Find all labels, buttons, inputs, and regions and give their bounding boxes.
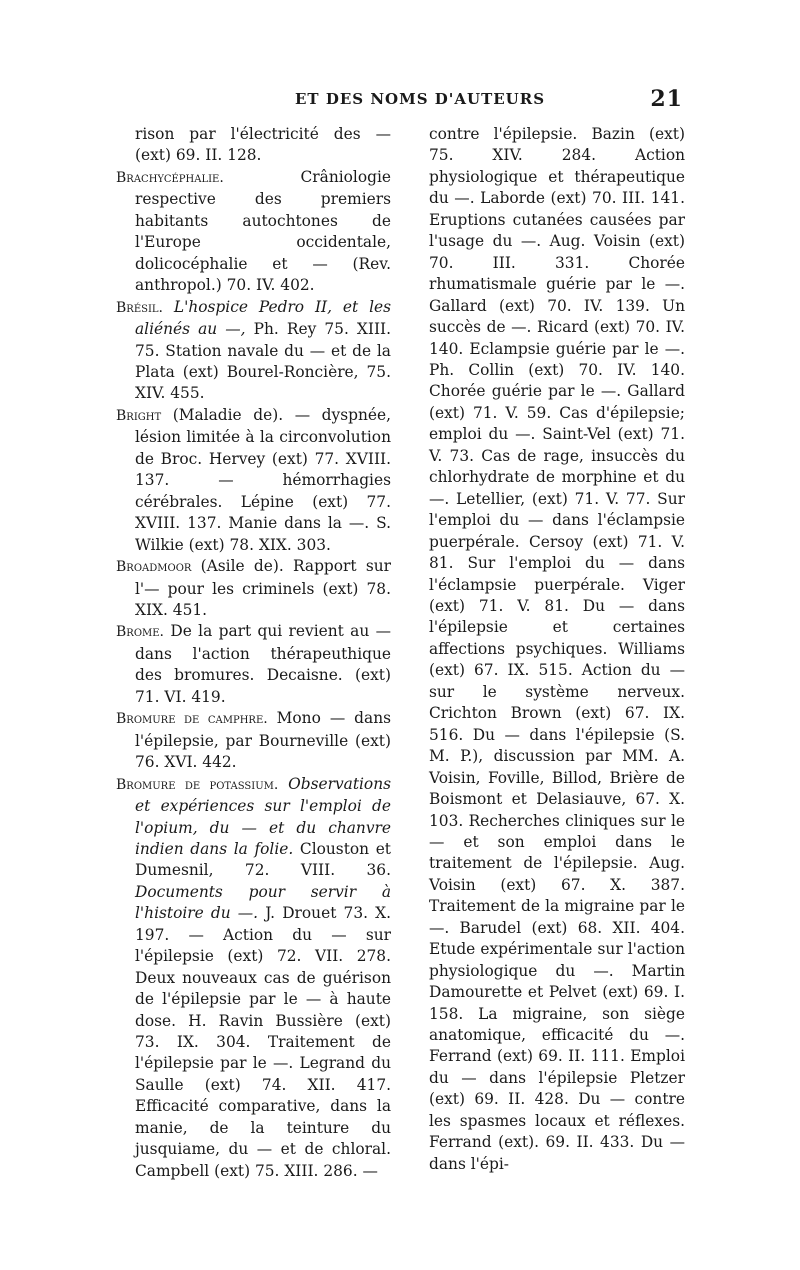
index-entry-bromure-de-potassium (116, 774, 391, 1183)
index-entry-continuation: contre l'épilepsie. Bazin (ext) 75. XIV. 284. Action physiologique et thérapeutique du —. Laborde (ext) 70. III. 141. Eruptions cutanées causées par l'usage du —. Aug. Voisin (ext) 70. III. 331. Chorée rhumatismale guérie par le —. Gallard (ext) 70. IV. 139. Un succès de —. Ricard (ext) 70. IV. 140. Eclampsie guérie par le —. Ph. Collin (ext) 70. IV. 140. Chorée guérie par le —. Gallard (ext) 71. V. 59. Cas d'épilepsie; emploi du —. Saint-Vel (ext) 71. V. 73. Cas de rage, insuccès du chlorhydrate de morphine et du —. Letellier, (ext) 71. V. 77. Sur l'emploi du — dans l'éclampsie puerpérale. Cersoy (ext) 71. V. 81. Sur l'emploi du — dans l'éclampsie puerpérale. Viger (ext) 71. V. 81. Du — dans l'épilepsie et certaines affections psychiques. Williams (ext) 67. IX. 515. Action du — sur le système nerveux. Crichton Brown (ext) 67. IX. 516. Du — dans l'épilepsie (S. M. P.), discussion par MM. A. Voisin, Foville, Billod, Brière de Boismont et Delasiauve, 67. X. 103. Recherches cliniques sur le — et son emploi dans le traitement de l'épilepsie. Aug. Voisin (ext) 67. X. 387. Traitement de la migraine par le —. Barudel (ext) 68. XII. 404. Etude expérimentale sur l'action physiologique du —. Martin Damourette et Pelvet (ext) 69. I. 158. La migraine, son siège anatomique, efficacité du —. Ferrand (ext) 69. II. 111. Emploi du — dans l'épilepsie Pletzer (ext) 69. II. 428. Du — contre les spasmes locaux et réflexes. Ferrand (ext). 69. II. 433. Du — dans l'épi- (429, 125, 685, 1173)
entry-text: Clouston et Dumesnil, 72. VIII. 36. (135, 839, 391, 880)
index-entry-brachycephalie (116, 167, 391, 297)
entry-title: L'hospice Pedro II, et les aliénés au —, (135, 297, 391, 339)
index-entry-broadmoor (116, 556, 391, 621)
entry-text: Crâniologie respective des premiers habitants autochtones de l'Europe occidentale, dolicocéphalie et — (Rev. anthropol.) 70. IV. 402. (135, 167, 391, 295)
entry-title: Observations et expériences sur l'emploi de l'opium, du — et du chanvre indien dans la folie. (135, 774, 391, 858)
entry-headword: Bromure de camphre. (116, 711, 268, 728)
entry-headword: Brésil. (116, 299, 164, 316)
entry-headword: Broadmoor (116, 559, 192, 576)
entry-title: Documents pour servir à l'histoire du —. (135, 882, 391, 923)
index-entry-bright (116, 405, 391, 556)
page-number: 21 (650, 86, 683, 112)
index-entry-continuation: rison par l'électricité des — (ext) 69. II. 128. (135, 125, 391, 165)
entry-text: (Maladie de). — dyspnée, lésion limitée à la circonvolution de Broc. Hervey (ext) 77. XVIII. 137. — hémorrhagies cérébrales. Lépine (ext) 77. XVIII. 137. Manie dans la —. S. Wilkie (ext) 78. XIX. 303. (135, 405, 391, 554)
index-entry-bromure-de-camphre (116, 708, 391, 773)
entry-text: (Asile de). Rapport sur l'— pour les criminels (ext) 78. XIX. 451. (135, 557, 391, 619)
entry-text: Ph. Rey 75. XIII. 75. Station navale du — et de la Plata (ext) Bourel-Roncière, 75. XIV. 455. (135, 320, 392, 403)
left-column (116, 124, 391, 1182)
running-title: ET DES NOMS D'AUTEURS (295, 90, 546, 108)
entry-text: J. Drouet 73. X. 197. — Action du — sur l'épilepsie (ext) 72. VII. 278. Deux nouveaux cas de guérison de l'épilepsie par le — à haute dose. H. Ravin Bussière (ext) 73. IX. 304. Traitement de l'épilepsie par le —. Legrand du Saulle (ext) 74. XII. 417. Efficacité comparative, dans la manie, de la teinture du jusquiame, du — et de chloral. Campbell (ext) 75. XIII. 286. — (135, 904, 391, 1180)
entry-text: Mono — dans l'épilepsie, par Bourneville (ext) 76. XVI. 442. (135, 709, 391, 772)
index-entry-bresil (116, 297, 391, 405)
entry-headword: Brome. (116, 624, 165, 641)
entry-headword: Brachycéphalie. (116, 169, 224, 186)
index-entry-brome (116, 621, 391, 708)
entry-headword: Bright (116, 407, 162, 424)
page-header (115, 88, 683, 116)
entry-text: De la part qui revient au — dans l'action thérapeuthique des bromures. Decaisne. (ext) 71. VI. 419. (135, 622, 391, 706)
right-column (410, 124, 685, 1175)
entry-headword: Bromure de potassium. (116, 776, 279, 793)
